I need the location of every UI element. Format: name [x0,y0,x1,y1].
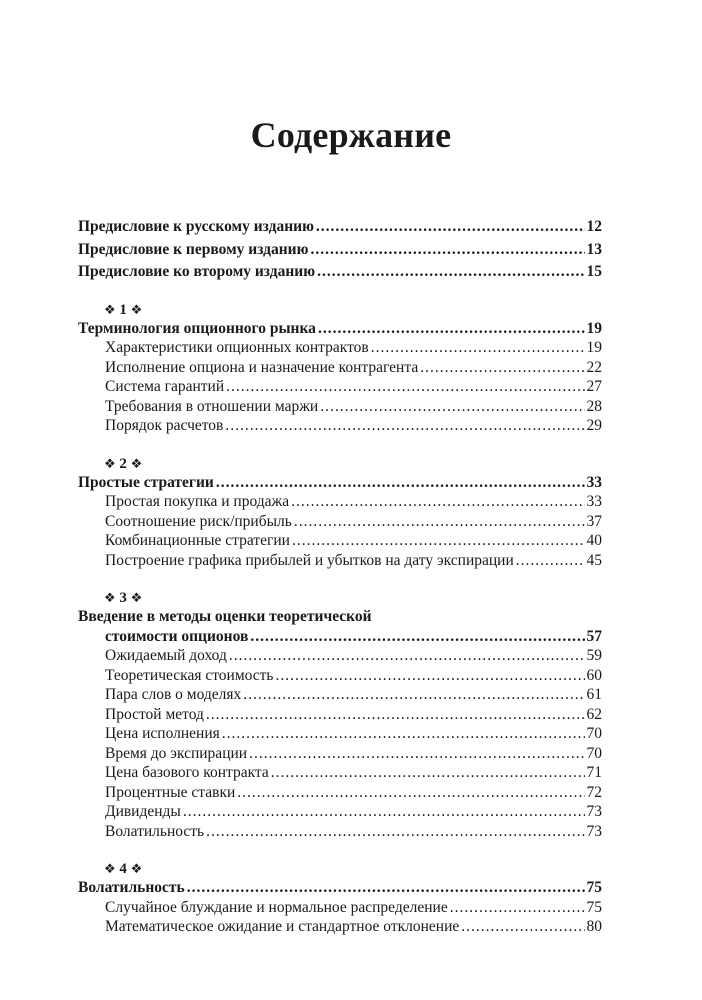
dot-leader [317,262,584,282]
dot-leader [450,898,585,918]
chapter-heading: Терминология опционного рынка [78,319,316,337]
chapter-page-number: 33 [586,473,602,491]
dot-leader [292,531,585,551]
section-entry-title: Цена исполнения [105,725,220,742]
section-entry-page-number: 62 [586,705,602,723]
chapter-number [78,859,602,878]
chapter-number-text: 3 [119,590,127,606]
dot-leader [371,338,585,358]
section-entry-page-number: 19 [586,339,602,356]
dot-leader [320,397,584,417]
table-of-contents [78,217,602,937]
section-entry-page-number: 72 [586,783,602,801]
preface-entry-page-number: 15 [586,263,602,280]
preface-entry[interactable] [78,262,602,282]
section-entry[interactable] [78,397,602,417]
ornament-icon: ❖ [104,455,116,471]
dot-leader [206,822,584,842]
section-entry[interactable] [78,783,602,803]
section-entry-page-number: 22 [586,358,602,376]
section-entry[interactable] [78,763,602,783]
section-entry-title: Исполнение опциона и назначение контрагента [105,358,419,376]
chapter-heading-entry[interactable] [78,627,602,647]
ornament-icon: ❖ [104,301,116,317]
ornament-icon: ❖ [130,861,143,876]
chapter-number-text: 2 [119,455,127,472]
preface-entry-title: Предисловие к первому изданию [78,240,309,258]
chapter-number-text: 1 [119,301,127,318]
section-entry-title: Простой метод [105,705,204,723]
dot-leader [222,724,585,744]
section-entry-page-number: 28 [586,397,602,415]
dot-leader [183,802,585,822]
dot-leader [316,217,585,237]
section-entry-page-number: 59 [586,647,602,664]
section-entry-title: Пара слов о моделях [105,686,242,703]
dot-leader [249,744,584,764]
section-entry[interactable] [78,338,602,358]
section-entry-page-number: 37 [586,512,602,530]
chapter-heading: Волатильность [78,879,185,896]
section-entry-title: Характеристики опционных контрактов [105,339,369,356]
chapter-heading-entry[interactable] [78,319,602,339]
section-entry-title: Порядок расчетов [105,417,224,434]
dot-leader [461,917,584,937]
section-entry-page-number: 75 [586,898,602,916]
section-entry-title: Процентные ставки [105,783,236,801]
section-entry-page-number: 33 [586,493,602,510]
chapter-page-number: 75 [586,879,602,896]
dot-leader [294,512,585,532]
section-entry-page-number: 71 [586,764,602,781]
section-entry-title: Соотношение риск/прибыль [105,512,292,530]
section-entry-title: Теоретическая стоимость [105,666,274,684]
ornament-icon: ❖ [130,301,143,317]
dot-leader [271,763,585,783]
dot-leader [226,377,584,397]
section-entry[interactable] [78,646,602,666]
section-entry[interactable] [78,377,602,397]
dot-leader [291,492,584,512]
page-title: Содержание [250,115,452,156]
dot-leader [206,705,585,725]
section-entry-title: Построение графика прибылей и убытков на дату экспирации [105,551,514,569]
section-entry[interactable] [78,898,602,918]
chapter-number [78,588,602,607]
section-entry[interactable] [78,512,602,532]
chapter-heading-entry[interactable] [78,878,602,898]
ornament-icon: ❖ [130,590,143,605]
preface-entry-title: Предисловие к русскому изданию [78,218,314,235]
chapter-heading: Простые стратегии [78,473,214,491]
section-entry-title: Требования в отношении маржи [105,397,319,415]
ornament-icon: ❖ [104,590,116,605]
dot-leader [243,685,584,705]
ornament-icon: ❖ [130,455,143,471]
preface-entry[interactable] [78,240,602,260]
section-entry[interactable] [78,666,602,686]
chapter-page-number: 19 [586,319,602,337]
ornament-icon: ❖ [104,861,116,876]
section-entry[interactable] [78,724,602,744]
dot-leader [229,646,585,666]
section-entry-title: Время до экспирации [105,744,248,762]
section-entry-title: Дивиденды [105,803,181,820]
section-entry[interactable] [78,917,602,937]
chapter-heading-line: Введение в методы оценки теоретической [78,608,372,625]
section-entry[interactable] [78,744,602,764]
chapter-number [78,454,602,473]
dot-leader [187,878,585,898]
chapter-heading-entry[interactable] [78,473,602,493]
section-entry-title: Простая покупка и продажа [105,493,290,510]
section-entry-title: Система гарантий [105,378,225,395]
section-entry[interactable] [78,705,602,725]
section-entry[interactable] [78,822,602,842]
section-entry[interactable] [78,416,602,436]
section-entry[interactable] [78,685,602,705]
section-entry-title: Волатильность [105,822,205,840]
section-entry-title: Математическое ожидание и стандартное отклонение [105,918,460,935]
preface-entry-title: Предисловие ко второму изданию [78,263,316,280]
dot-leader [420,358,584,378]
section-entry-page-number: 27 [586,378,602,395]
dot-leader [237,783,584,803]
chapter-number [78,300,602,319]
section-entry[interactable] [78,531,602,551]
dot-leader [250,627,584,647]
section-entry-title: Цена базового контракта [105,764,269,781]
dot-leader [276,666,585,686]
section-entry-title: Комбинационные стратегии [105,532,290,549]
chapter-page-number: 57 [586,627,602,645]
section-entry[interactable] [78,358,602,378]
section-entry-page-number: 80 [586,918,602,935]
section-entry-page-number: 60 [586,666,602,684]
section-entry[interactable] [78,551,602,571]
dot-leader [225,416,584,436]
section-entry[interactable] [78,492,602,512]
section-entry-page-number: 40 [586,532,602,549]
chapter-heading: стоимости опционов [105,627,249,645]
section-entry-page-number: 61 [586,686,602,703]
chapter-number-text: 4 [119,861,127,877]
dot-leader [216,473,585,493]
section-entry-page-number: 45 [586,551,602,569]
section-entry-title: Случайное блуждание и нормальное распределение [105,898,448,916]
section-entry-page-number: 73 [586,822,602,840]
section-entry-page-number: 70 [586,744,602,762]
dot-leader [318,319,585,339]
section-entry-page-number: 29 [586,417,602,434]
section-entry[interactable] [78,802,602,822]
preface-entry-page-number: 12 [586,218,602,235]
section-entry-title: Ожидаемый доход [105,647,227,664]
dot-leader [310,240,584,260]
preface-entry[interactable] [78,217,602,237]
section-entry-page-number: 73 [586,803,602,820]
preface-entry-page-number: 13 [586,240,602,258]
section-entry-page-number: 70 [586,725,602,742]
dot-leader [516,551,585,571]
